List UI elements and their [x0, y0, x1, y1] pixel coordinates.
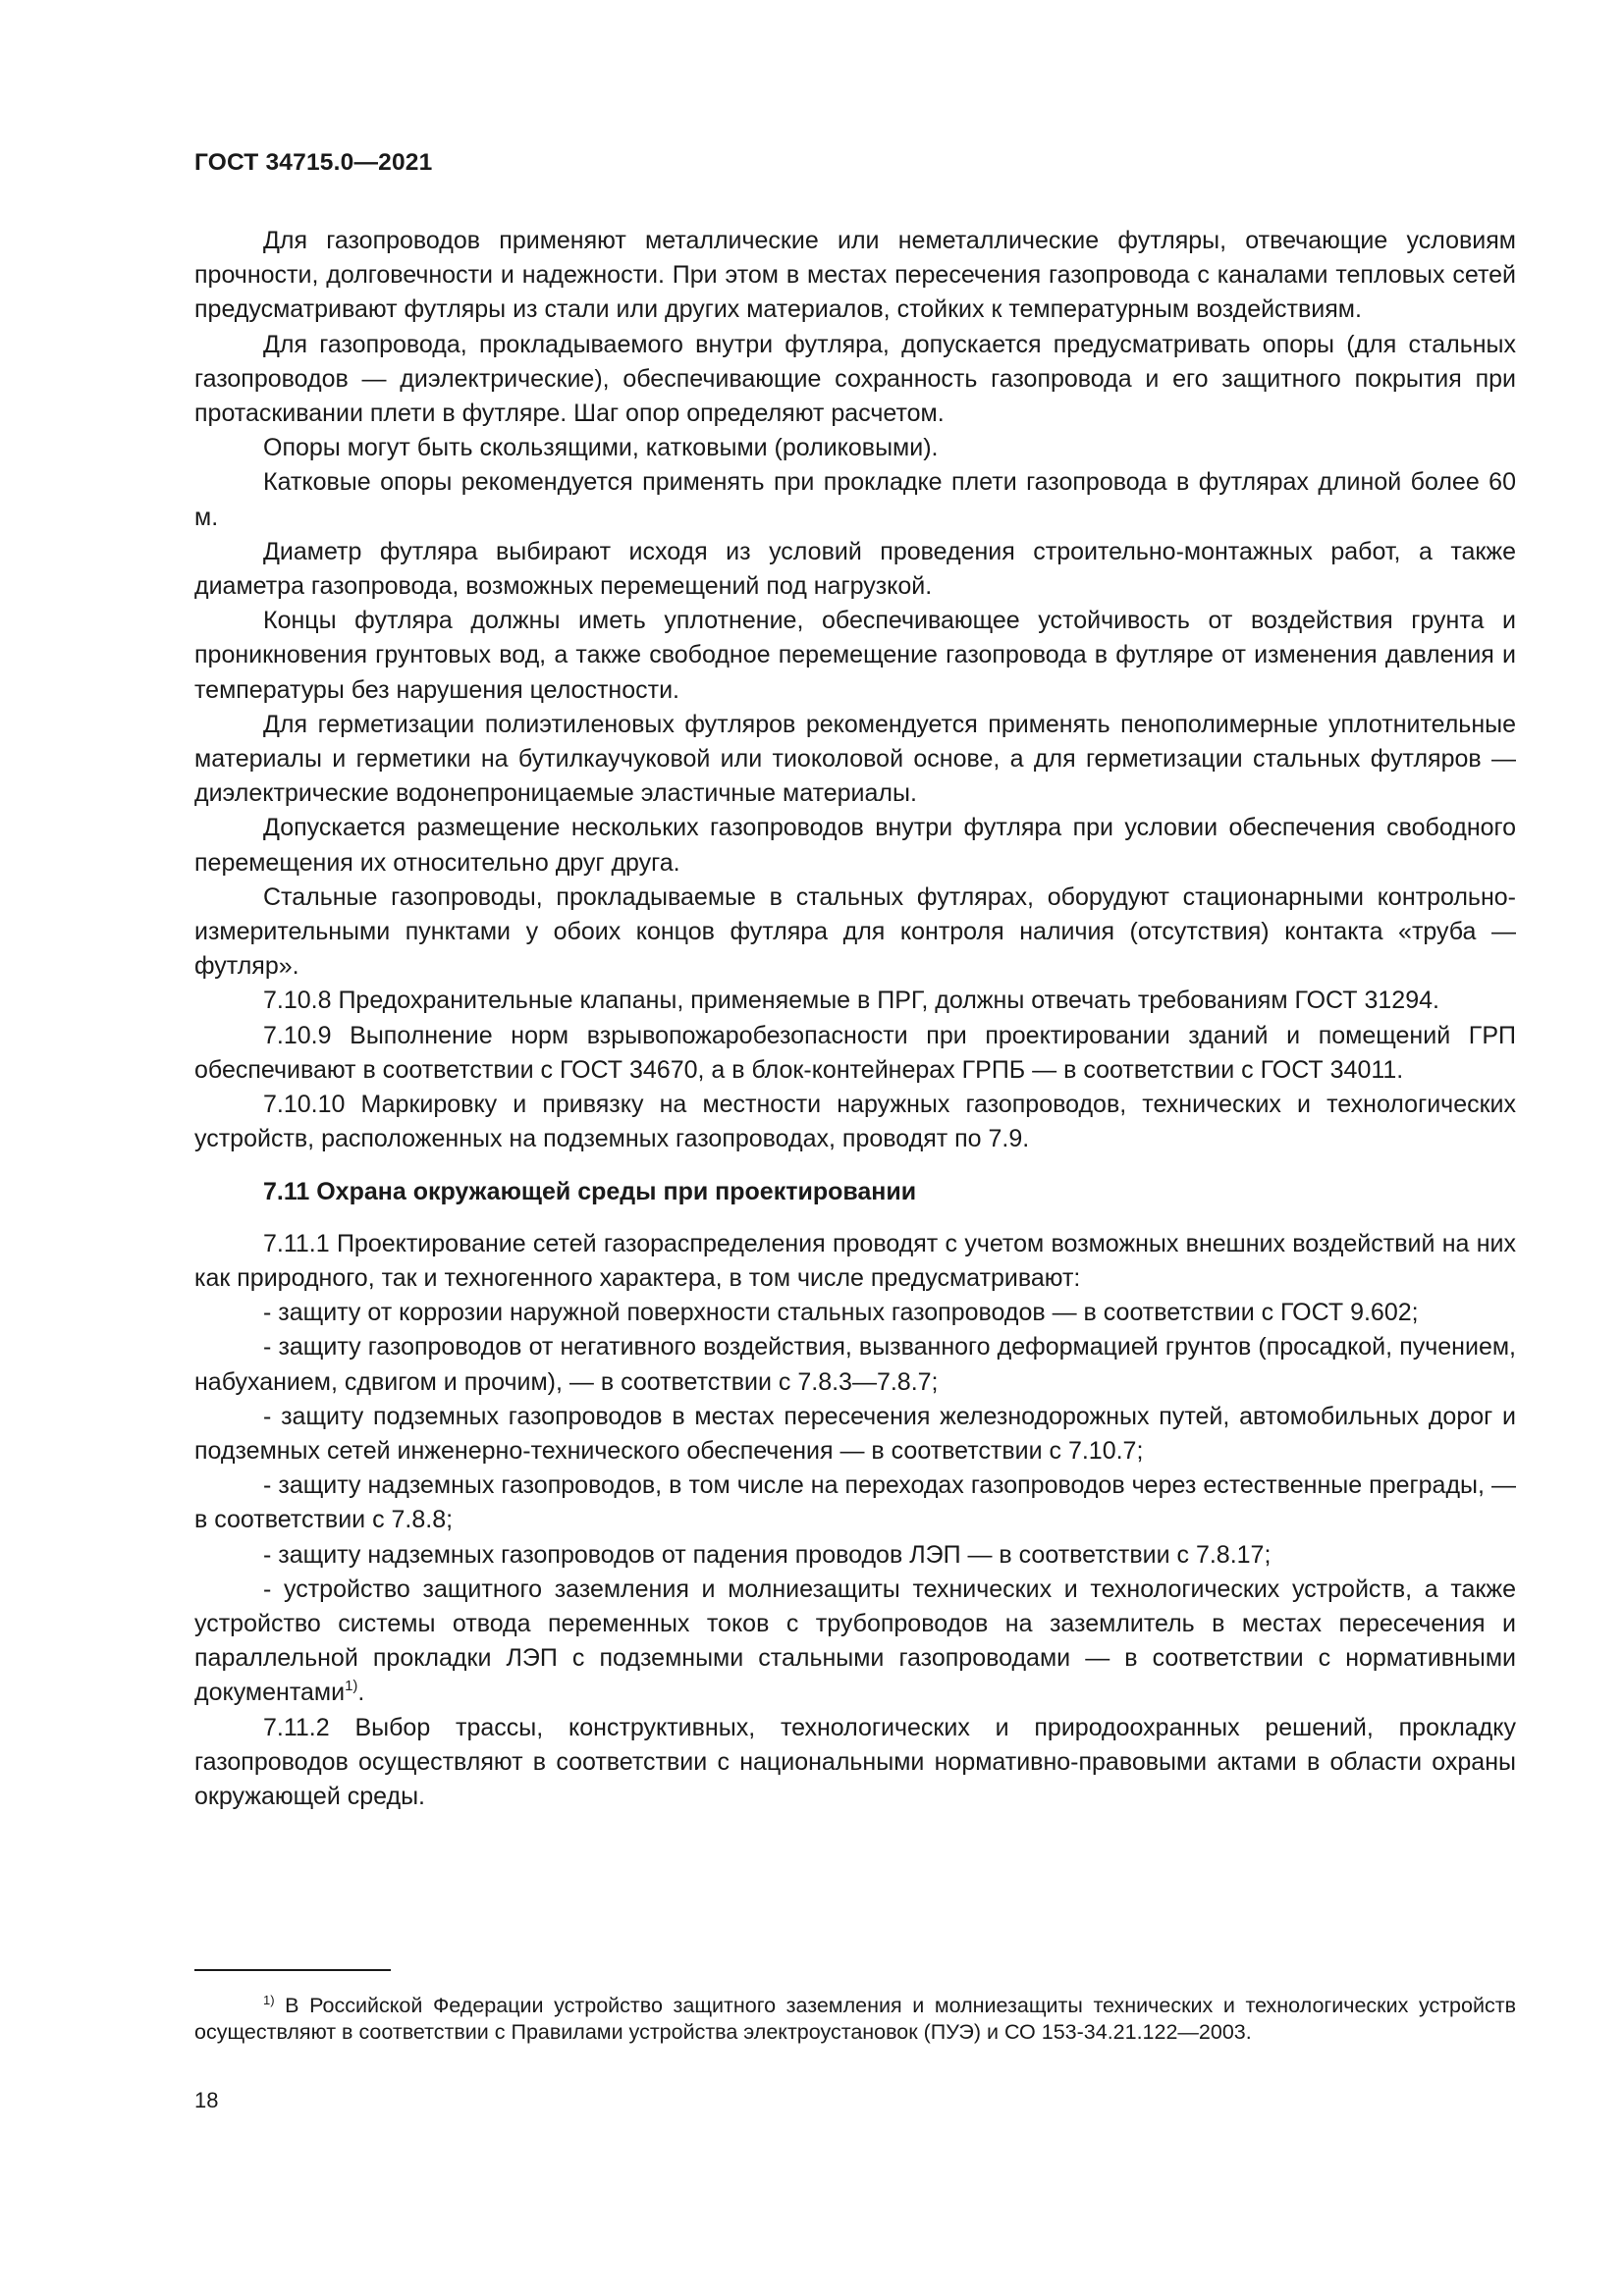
clause-7-10-10: 7.10.10 Маркировку и привязку на местности наружных газопроводов, технических и технологических устройств, расположенных на подземных газопроводах, проводят по 7.9.	[194, 1091, 1516, 1153]
list-item: - защиту от коррозии наружной поверхности стальных газопроводов — в соответствии с ГОСТ 9.602;	[263, 1299, 1419, 1327]
section-heading-7-11: 7.11 Охрана окружающей среды при проектировании	[263, 1178, 917, 1206]
footnote-divider	[194, 1969, 391, 1971]
clause-7-10-8: 7.10.8 Предохранительные клапаны, применяемые в ПРГ, должны отвечать требованиям ГОСТ 31294.	[263, 987, 1439, 1015]
document-body	[194, 224, 1516, 1814]
footnote-reference[interactable]: 1)	[345, 1678, 358, 1695]
paragraph: Концы футляра должны иметь уплотнение, обеспечивающее устойчивость от воздействия грунта и проникновения грунтовых вод, а также свободное перемещение газопровода в футляре от изменения давления и температуры без нарушения целостности.	[194, 607, 1516, 704]
list-item-grounding	[194, 1573, 1516, 1711]
page-header-standard: ГОСТ 34715.0—2021	[194, 149, 433, 176]
list-item-text: - устройство защитного заземления и молниезащиты технических и технологических устройств, а также устройство системы отвода переменных токов с трубопроводов на заземлитель в местах пересечения и параллельной прокладки ЛЭП с подземными стальными газопроводами — в соответствии с нормативными документами	[194, 1575, 1516, 1707]
clause-7-10-9: 7.10.9 Выполнение норм взрывопожаробезопасности при проектировании зданий и помещений ГРП обеспечивают в соответствии с ГОСТ 34670, а в блок-контейнерах ГРПБ — в соответствии с ГОСТ 34011.	[194, 1021, 1516, 1084]
paragraph: Катковые опоры рекомендуется применять при прокладке плети газопровода в футлярах длиной более 60 м.	[194, 468, 1516, 531]
list-item: - защиту надземных газопроводов от падения проводов ЛЭП — в соответствии с 7.8.17;	[263, 1540, 1272, 1569]
list-item: - защиту подземных газопроводов в местах пересечения железнодорожных путей, автомобильных дорог и подземных сетей инженерно-технического обеспечения — в соответствии с 7.10.7;	[194, 1402, 1516, 1465]
clause-7-11-2: 7.11.2 Выбор трассы, конструктивных, технологических и природоохранных решений, прокладку газопроводов осуществляют в соответствии с национальными нормативно-правовыми актами в области охраны окружающей среды.	[194, 1713, 1516, 1810]
paragraph: Допускается размещение нескольких газопроводов внутри футляра при условии обеспечения свободного перемещения их относительно друг друга.	[194, 814, 1516, 877]
paragraph: Для герметизации полиэтиленовых футляров рекомендуется применять пенополимерные уплотнительные материалы и герметики на бутилкаучуковой или тиоколовой основе, а для герметизации стальных футляров — диэлектрические водонепроницаемые эластичные материалы.	[194, 710, 1516, 808]
list-item-end: .	[357, 1679, 365, 1707]
paragraph: Для газопроводов применяют металлические или неметаллические футляры, отвечающие условиям прочности, долговечности и надежности. При этом в местах пересечения газопровода с каналами тепловых сетей предусматривают футляры из стали или других материалов, стойких к температурным воздействиям.	[194, 227, 1516, 324]
footnote	[194, 1993, 1516, 2045]
paragraph: Опоры могут быть скользящими, катковыми (роликовыми).	[263, 434, 939, 462]
paragraph: Диаметр футляра выбирают исходя из условий проведения строительно-монтажных работ, а также диаметра газопровода, возможных перемещений под нагрузкой.	[194, 537, 1516, 601]
paragraph: Стальные газопроводы, прокладываемые в стальных футлярах, оборудуют стационарными контрольно-измерительными пунктами у обоих концов футляра для контроля наличия (отсутствия) контакта «труба — футляр».	[194, 882, 1516, 981]
footnote-marker: 1)	[263, 1993, 275, 2007]
list-item: - защиту надземных газопроводов, в том числе на переходах газопроводов через естественные преграды, — в соответствии с 7.8.8;	[194, 1471, 1516, 1534]
list-item: - защиту газопроводов от негативного воздействия, вызванного деформацией грунтов (просадкой, пучением, набуханием, сдвигом и прочим), — в соответствии с 7.8.3—7.8.7;	[194, 1333, 1516, 1396]
footnote-text: В Российской Федерации устройство защитного заземления и молниезащиты технических и технологических устройств осуществляют в соответствии с Правилами устройства электроустановок (ПУЭ) и СО 153-34.21.122—2003.	[194, 1994, 1516, 2044]
paragraph: Для газопровода, прокладываемого внутри футляра, допускается предусматривать опоры (для стальных газопроводов — диэлектрические), обеспечивающие сохранность газопровода и его защитного покрытия при протаскивании плети в футляре. Шаг опор определяют расчетом.	[194, 330, 1516, 428]
clause-7-11-1: 7.11.1 Проектирование сетей газораспределения проводят с учетом возможных внешних воздействий на них как природного, так и техногенного характера, в том числе предусматривают:	[194, 1229, 1516, 1292]
page-number: 18	[194, 2088, 219, 2112]
